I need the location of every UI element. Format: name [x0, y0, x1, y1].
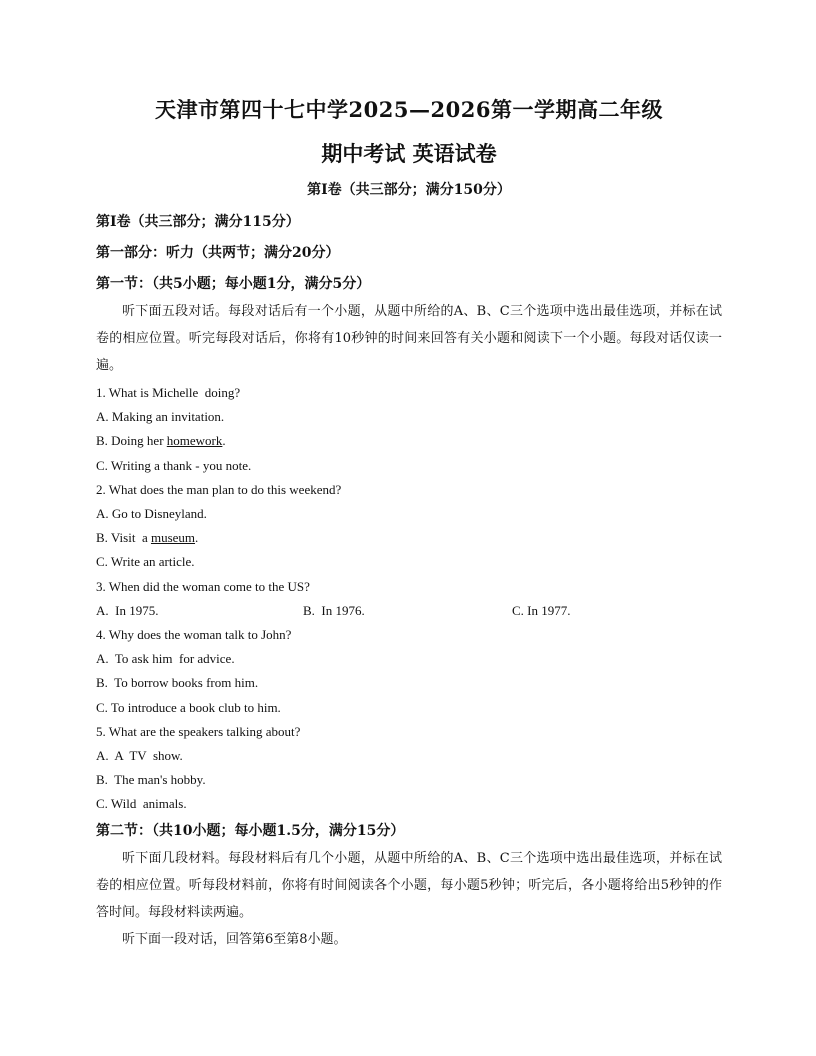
section1-heading: 第一节：（共5小题；每小题1分，满分5分） — [96, 276, 371, 292]
exam-subtitle: 第Ⅰ卷（共三部分；满分150分） — [307, 182, 511, 198]
option-a: A. In 1975. — [96, 602, 159, 618]
option-a: A. Go to Disneyland. — [96, 506, 207, 522]
option-c: C. Writing a thank - you note. — [96, 457, 252, 473]
option-c: C. Write an article. — [96, 554, 195, 570]
option-a: A. A TV show. — [96, 748, 183, 764]
section2-heading: 第二节：（共10小题；每小题1.5分，满分15分） — [96, 822, 405, 839]
option-b: B. The man's hobby. — [96, 772, 206, 788]
option-a: A. To ask him for advice. — [96, 651, 235, 667]
options-row — [96, 599, 722, 623]
exam-title-line1: 天津市第四十七中学2025—2026第一学期高二年级 — [155, 97, 663, 122]
section2-instructions: 听下面几段材料。每段材料后有几个小题，从题中所给的A、B、C三个选项中选出最佳选项，并标在试卷的相应位置。听每段材料前，你将有时间阅读各个小题，每小题5秒钟；听完后，各小题将给出5秒钟的作答时间。每段材料读两遍。 — [96, 850, 722, 920]
option-b-prefix: B. Doing her — [96, 433, 167, 449]
exam-title-line2: 期中考试 英语试卷 — [321, 141, 497, 166]
exam-page — [96, 96, 722, 953]
question-1 — [96, 381, 722, 478]
underlined-word: homework — [166, 433, 223, 449]
question-stem: 4. Why does the woman talk to John? — [96, 627, 292, 643]
option-b — [96, 526, 722, 550]
option-c: C. To introduce a book club to him. — [96, 699, 281, 715]
underlined-word: museum — [150, 530, 196, 546]
question-stem: 2. What does the man plan to do this weekend? — [96, 481, 342, 497]
question-5 — [96, 720, 722, 817]
question-stem: 5. What are the speakers talking about? — [96, 723, 301, 739]
question-2 — [96, 478, 722, 575]
option-c: C. Wild animals. — [96, 796, 187, 812]
question-stem: 3. When did the woman come to the US? — [96, 578, 310, 594]
option-c: C. In 1977. — [512, 602, 571, 618]
question-4 — [96, 623, 722, 720]
dialogue-intro: 听下面一段对话，回答第6至第8小题。 — [122, 931, 347, 947]
option-b-prefix: B. Visit a — [96, 530, 151, 546]
option-b: B. To borrow books from him. — [96, 675, 259, 691]
option-a: A. Making an invitation. — [96, 409, 225, 425]
question-stem: 1. What is Michelle doing? — [96, 385, 241, 400]
volume-heading: 第Ⅰ卷（共三部分；满分115分） — [96, 214, 300, 230]
option-b — [96, 429, 722, 453]
section1-instructions: 听下面五段对话。每段对话后有一个小题，从题中所给的A、B、C三个选项中选出最佳选项，并标在试卷的相应位置。听完每段对话后，你将有10秒钟的时间来回答有关小题和阅读下一个小题。每段对话仅读一遍。 — [96, 304, 722, 373]
part-heading: 第一部分：听力（共两节；满分20分） — [96, 245, 340, 261]
option-b: B. In 1976. — [303, 602, 365, 618]
option-b-suffix: . — [195, 530, 199, 546]
question-3 — [96, 575, 722, 623]
option-b-suffix: . — [222, 433, 226, 449]
